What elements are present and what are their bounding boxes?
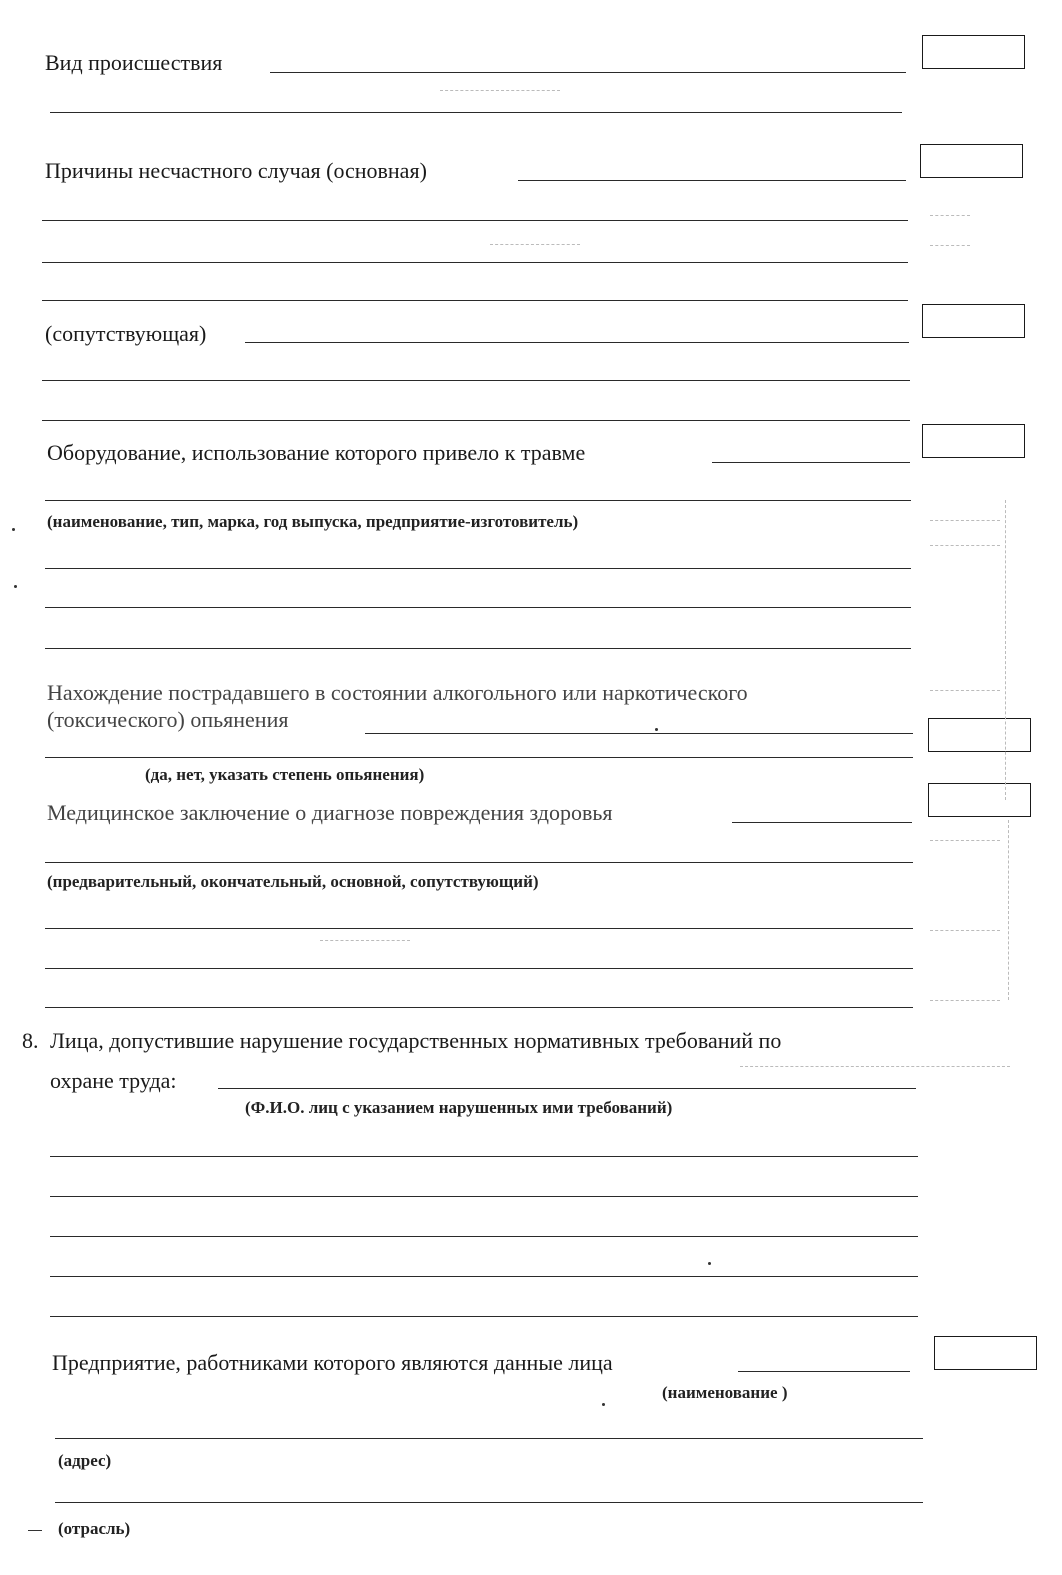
enterprise-address-hint: (адрес)	[58, 1451, 112, 1470]
scan-noise	[930, 1000, 1000, 1001]
enterprise-line[interactable]	[738, 1371, 910, 1372]
intoxication-line[interactable]	[365, 733, 913, 734]
section8-title-line1: Лица, допустившие нарушение государственных нормативных требований по	[50, 1028, 782, 1053]
equipment-line-2[interactable]	[45, 500, 911, 501]
scan-noise	[930, 215, 970, 216]
section8-line-6[interactable]	[50, 1316, 918, 1317]
intoxication-hint: (да, нет, указать степень опьянения)	[145, 765, 425, 784]
enterprise-industry-hint: (отрасль)	[58, 1519, 131, 1538]
scan-noise	[930, 690, 1000, 691]
section8-line-3[interactable]	[50, 1196, 918, 1197]
cause-main-code-box[interactable]	[920, 144, 1023, 178]
scan-noise	[740, 1066, 1010, 1067]
medical-line-4[interactable]	[45, 968, 913, 969]
equipment-line-5[interactable]	[45, 648, 911, 649]
scan-noise	[930, 930, 1000, 931]
scan-noise	[930, 545, 1000, 546]
cause-main-line[interactable]	[518, 180, 906, 181]
section8-line-4[interactable]	[50, 1236, 918, 1237]
scan-dot	[655, 728, 658, 731]
scan-noise	[930, 520, 1000, 521]
medical-line[interactable]	[732, 822, 912, 823]
scan-dot	[12, 528, 15, 531]
section8-line-5[interactable]	[50, 1276, 918, 1277]
enterprise-line-3[interactable]	[55, 1502, 923, 1503]
equipment-line-4[interactable]	[45, 607, 911, 608]
section8-number: 8.	[22, 1028, 39, 1053]
intoxication-code-box[interactable]	[928, 718, 1031, 752]
equipment-hint: (наименование, тип, марка, год выпуска, предприятие-изготовитель)	[47, 512, 579, 531]
scan-noise	[440, 90, 560, 91]
enterprise-label: Предприятие, работниками которого являются данные лица	[52, 1350, 613, 1375]
enterprise-name-hint: (наименование )	[662, 1383, 788, 1402]
equipment-line[interactable]	[712, 462, 910, 463]
scan-noise	[930, 840, 1000, 841]
equipment-label: Оборудование, использование которого привело к травме	[47, 440, 586, 465]
section8-title-line2: охране труда:	[50, 1068, 177, 1093]
medical-label: Медицинское заключение о диагнозе повреждения здоровья	[47, 800, 613, 825]
incident-type-line-2[interactable]	[50, 112, 902, 113]
section8-line[interactable]	[218, 1088, 916, 1089]
intoxication-label-line2: (токсического) опьянения	[47, 707, 289, 732]
cause-related-line-2[interactable]	[42, 380, 910, 381]
scan-dot	[602, 1403, 605, 1406]
enterprise-line-2[interactable]	[55, 1438, 923, 1439]
scan-dot	[708, 1262, 711, 1265]
medical-line-5[interactable]	[45, 1007, 913, 1008]
incident-type-label: Вид происшествия	[45, 50, 223, 75]
enterprise-code-box[interactable]	[934, 1336, 1037, 1370]
scan-noise	[1005, 500, 1006, 800]
intoxication-label-line1: Нахождение пострадавшего в состоянии алкогольного или наркотического	[47, 680, 748, 705]
cause-main-label: Причины несчастного случая (основная)	[45, 158, 427, 183]
incident-type-code-box[interactable]	[922, 35, 1025, 69]
section8-line-2[interactable]	[50, 1156, 918, 1157]
section8-hint: (Ф.И.О. лиц с указанием нарушенных ими требований)	[245, 1098, 673, 1117]
medical-hint: (предварительный, окончательный, основной, сопутствующий)	[47, 872, 539, 891]
scan-noise	[28, 1530, 42, 1531]
cause-main-line-3[interactable]	[42, 262, 908, 263]
incident-type-line[interactable]	[270, 72, 906, 73]
cause-related-label: (сопутствующая)	[45, 321, 207, 346]
intoxication-line-2[interactable]	[45, 757, 913, 758]
scan-noise	[1008, 820, 1009, 1000]
scan-noise	[930, 245, 970, 246]
cause-related-line[interactable]	[245, 342, 909, 343]
medical-code-box[interactable]	[928, 783, 1031, 817]
medical-line-2[interactable]	[45, 862, 913, 863]
cause-main-line-4[interactable]	[42, 300, 908, 301]
equipment-line-3[interactable]	[45, 568, 911, 569]
equipment-code-box[interactable]	[922, 424, 1025, 458]
cause-related-code-box[interactable]	[922, 304, 1025, 338]
cause-related-line-3[interactable]	[42, 420, 910, 421]
cause-main-line-2[interactable]	[42, 220, 908, 221]
scan-dot	[14, 585, 17, 588]
medical-line-3[interactable]	[45, 928, 913, 929]
scan-noise	[320, 940, 410, 941]
scan-noise	[490, 244, 580, 245]
